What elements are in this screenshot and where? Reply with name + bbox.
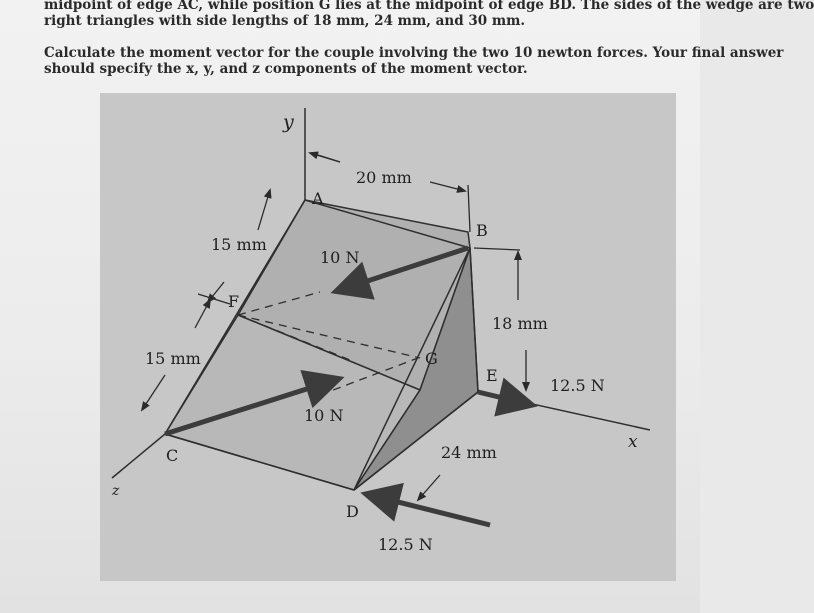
- force-arrow-12-5N-right: [478, 392, 528, 404]
- problem-text-line-3: Calculate the moment vector for the couple involving the two 10 newton forces. Your final answer: [44, 45, 784, 61]
- force-arrow-12-5N-bottom: [370, 495, 490, 525]
- dimension-24mm-label: 24 mm: [441, 443, 497, 462]
- z-axis-label: z: [112, 483, 120, 499]
- point-D-label: D: [346, 502, 359, 521]
- dim-15mm-lower-arrow-up: [195, 300, 210, 328]
- force-10N-upper-label: 10 N: [320, 248, 360, 267]
- dimension-18mm-label: 18 mm: [492, 314, 548, 333]
- problem-text-line-4: should specify the x, y, and z components of the moment vector.: [44, 61, 528, 77]
- force-12-5N-right-label: 12.5 N: [550, 376, 605, 395]
- dim-20mm-arrow-left: [310, 153, 340, 162]
- point-C-label: C: [166, 446, 179, 465]
- point-F-label: F: [228, 292, 240, 311]
- dim-15mm-lower-arrow-down: [142, 375, 165, 410]
- problem-text-line-1: midpoint of edge AC, while position G lies at the midpoint of edge BD. The sides of the wedge are two: [44, 0, 814, 13]
- dim-24mm-arrow: [418, 475, 440, 500]
- z-axis-line: [112, 434, 165, 478]
- problem-text-line-2: right triangles with side lengths of 18 mm, 24 mm, and 30 mm.: [44, 13, 526, 29]
- y-axis-label: y: [283, 111, 294, 133]
- force-12-5N-bottom-label: 12.5 N: [378, 535, 433, 554]
- force-10N-lower-label: 10 N: [304, 406, 344, 425]
- x-axis-label: x: [628, 432, 638, 452]
- dim-20mm-extension: [468, 185, 470, 232]
- point-B-label: B: [476, 221, 488, 240]
- point-G-label: G: [425, 349, 438, 368]
- dim-15mm-upper-arrow: [258, 190, 270, 230]
- dimension-20mm-label: 20 mm: [356, 168, 412, 187]
- dimension-15mm-upper-label: 15 mm: [211, 235, 267, 254]
- point-E-label: E: [486, 366, 498, 385]
- dim-18mm-tick-top: [474, 248, 520, 250]
- point-A-label: A: [312, 189, 324, 208]
- dim-20mm-arrow-right: [430, 182, 465, 191]
- dimension-15mm-lower-label: 15 mm: [145, 349, 201, 368]
